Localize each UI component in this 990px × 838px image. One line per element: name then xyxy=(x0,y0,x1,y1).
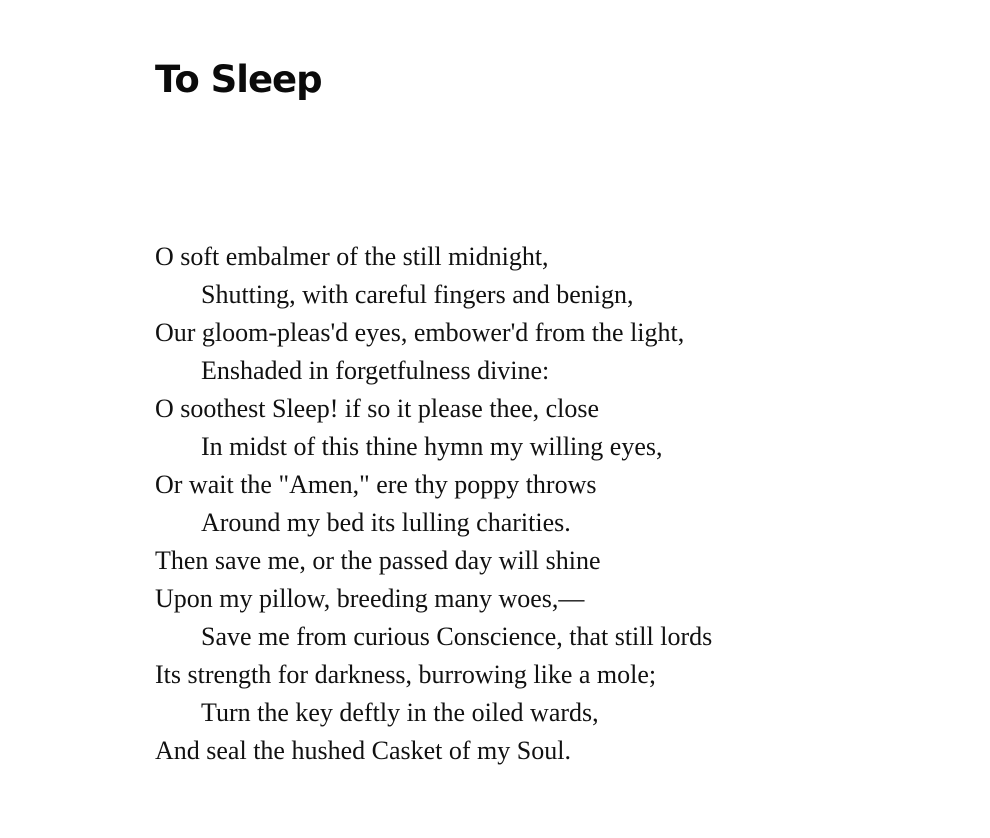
poem-line: O soft embalmer of the still midnight, xyxy=(155,242,549,271)
poem-line: Our gloom-pleas'd eyes, embower'd from the light, xyxy=(155,318,685,347)
poem-line: Around my bed its lulling charities. xyxy=(201,508,571,537)
poem-line: Turn the key deftly in the oiled wards, xyxy=(201,698,599,727)
poem-line: Or wait the "Amen," ere thy poppy throws xyxy=(155,470,597,499)
poem-line: In midst of this thine hymn my willing eyes, xyxy=(201,432,663,461)
poem-line: Save me from curious Conscience, that still lords xyxy=(201,622,713,651)
poem-line: And seal the hushed Casket of my Soul. xyxy=(155,736,571,765)
poem-body xyxy=(155,238,712,770)
poem-page xyxy=(155,0,955,838)
poem-line: Enshaded in forgetfulness divine: xyxy=(201,356,550,385)
poem-title: To Sleep xyxy=(155,58,322,101)
poem-line: Shutting, with careful fingers and benign, xyxy=(201,280,634,309)
poem-line: Then save me, or the passed day will shine xyxy=(155,546,601,575)
poem-line: Its strength for darkness, burrowing like a mole; xyxy=(155,660,657,689)
poem-line: Upon my pillow, breeding many woes,— xyxy=(155,584,585,613)
poem-line: O soothest Sleep! if so it please thee, close xyxy=(155,394,600,423)
